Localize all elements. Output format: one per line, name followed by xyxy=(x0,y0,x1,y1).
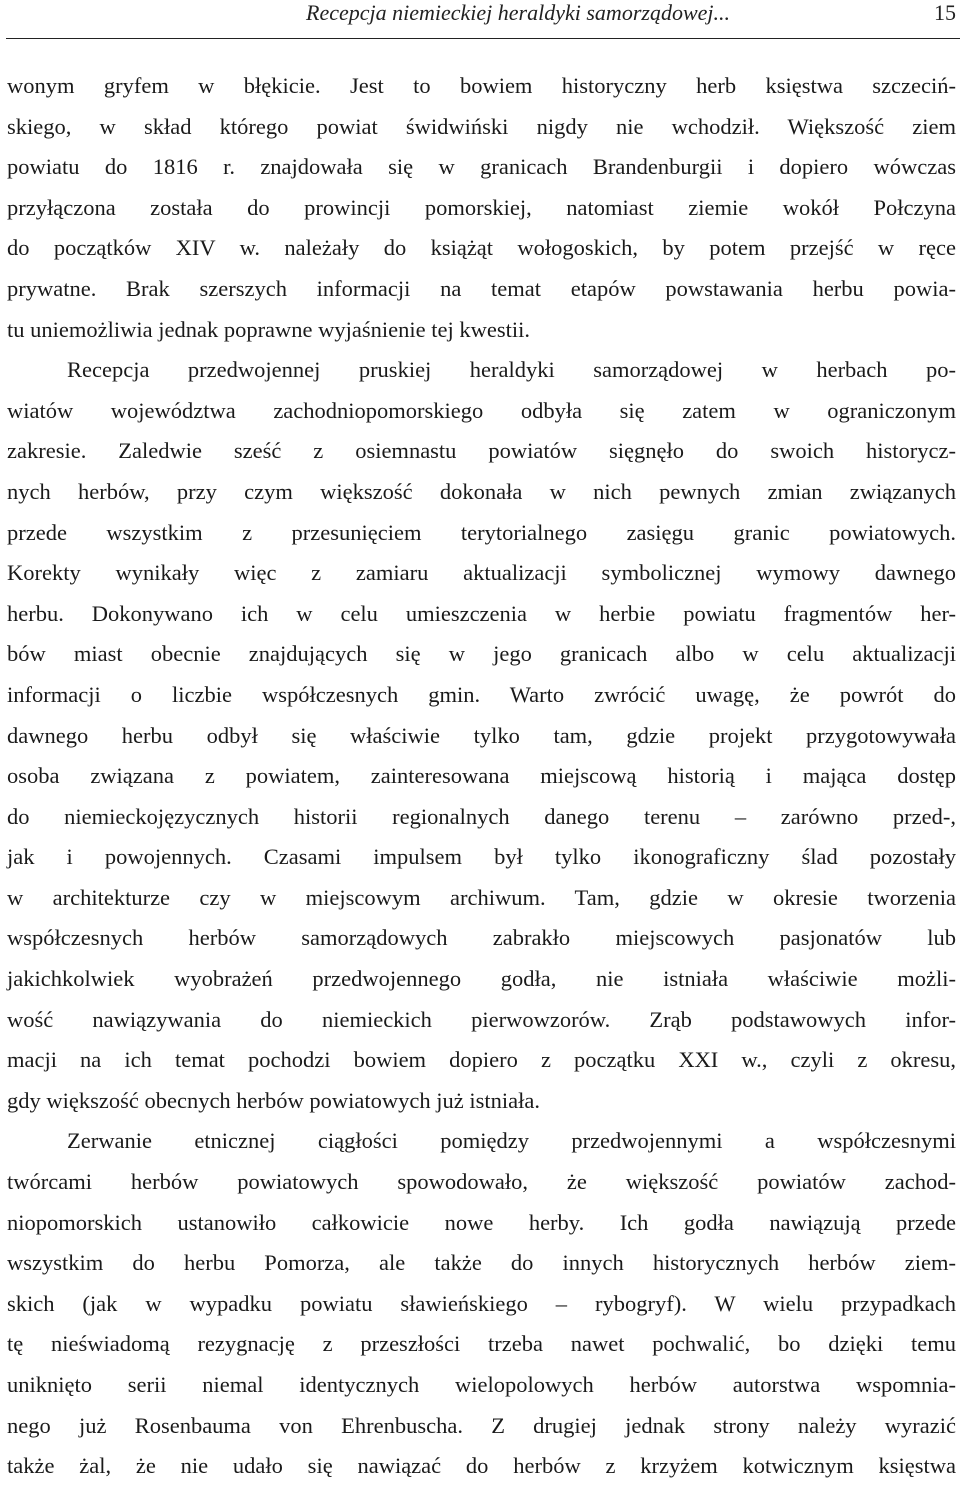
text-line: zakresie. Zaledwie sześć z osiemnastu powiatów sięgnęło do swoich historycz- xyxy=(7,438,956,464)
text-line: skich (jak w wypadku powiatu sławieńskiego – rybogryf). W wielu przypadkach xyxy=(7,1290,956,1316)
header-rule xyxy=(6,38,960,39)
paragraph xyxy=(7,66,956,350)
paragraph xyxy=(7,1121,956,1486)
text-line: Korekty wynikały więc z zamiaru aktualizacji symbolicznej wymowy dawnego xyxy=(7,560,956,586)
text-line: tę nieświadomą rezygnację z przeszłości trzeba nawet pochwalić, bo dzięki temu xyxy=(7,1331,956,1357)
text-line: gdy większość obecnych herbów powiatowych już istniała. xyxy=(7,1087,540,1113)
text-line: prywatne. Brak szerszych informacji na temat etapów powstawania herbu powia- xyxy=(7,275,956,301)
text-line: skiego, w skład którego powiat świdwiński nigdy nie wchodził. Większość ziem xyxy=(7,113,956,139)
text-line: w architekturze czy w miejscowym archiwum. Tam, gdzie w okresie tworzenia xyxy=(7,884,956,910)
text-line: wszystkim do herbu Pomorza, ale także do innych historycznych herbów ziem- xyxy=(7,1250,956,1276)
text-line: osoba związana z powiatem, zainteresowana miejscową historią i mająca dostęp xyxy=(7,763,956,789)
text-line: herbu. Dokonywano ich w celu umieszczenia w herbie powiatu fragmentów her- xyxy=(7,600,956,626)
page-number: 15 xyxy=(934,0,956,25)
text-line: informacji o liczbie współczesnych gmin. Warto zwrócić uwagę, że powrót do xyxy=(7,681,956,707)
text-line: wiatów województwa zachodniopomorskiego odbyła się zatem w ograniczonym xyxy=(7,397,956,423)
text-line: dawnego herbu odbył się właściwie tylko tam, gdzie projekt przygotowywała xyxy=(7,722,956,748)
text-line: wość nawiązywania do niemieckich pierwowzorów. Zrąb podstawowych infor- xyxy=(7,1006,956,1032)
text-line: Zerwanie etnicznej ciągłości pomiędzy przedwojennymi a współczesnymi xyxy=(67,1128,956,1154)
paragraph xyxy=(7,350,956,1121)
text-line: przyłączona została do prowincji pomorskiej, natomiast ziemie wokół Połczyna xyxy=(7,194,956,220)
text-line: jakichkolwiek wyobrażeń przedwojennego godła, nie istniała właściwie możli- xyxy=(7,966,956,992)
text-line: tu uniemożliwia jednak poprawne wyjaśnienie tej kwestii. xyxy=(7,316,530,342)
text-line: uniknięto serii niemal identycznych wielopolowych herbów autorstwa wspomnia- xyxy=(7,1372,956,1397)
text-line: także żal, że nie udało się nawiązać do herbów z krzyżem kotwicznym księstwa xyxy=(7,1453,956,1479)
text-line: nego już Rosenbauma von Ehrenbuscha. Z drugiej jednak strony należy wyrazić xyxy=(7,1412,956,1438)
body-text xyxy=(7,66,956,1487)
text-line: do początków XIV w. należały do książąt wołogoskich, by potem przejść w ręce xyxy=(7,235,956,261)
text-line: macji na ich temat pochodzi bowiem dopiero z początku XXI w., czyli z okresu, xyxy=(7,1047,956,1073)
text-line: wonym gryfem w błękicie. Jest to bowiem historyczny herb księstwa szczeciń- xyxy=(7,73,956,98)
text-line: Recepcja przedwojennej pruskiej heraldyki samorządowej w herbach po- xyxy=(67,357,956,383)
text-line: do niemieckojęzycznych historii regionalnych danego terenu – zarówno przed-, xyxy=(7,803,956,829)
text-line: niopomorskich ustanowiło całkowicie nowe herby. Ich godła nawiązują przede xyxy=(7,1209,956,1235)
text-line: twórcami herbów powiatowych spowodowało, że większość powiatów zachod- xyxy=(7,1169,956,1195)
text-line: współczesnych herbów samorządowych zabrakło miejscowych pasjonatów lub xyxy=(7,925,956,951)
text-line: nych herbów, przy czym większość dokonała w nich pewnych zmian związanych xyxy=(7,478,956,504)
running-header xyxy=(0,0,960,42)
text-line: powiatu do 1816 r. znajdowała się w granicach Brandenburgii i dopiero wówczas xyxy=(7,154,956,180)
text-line: przede wszystkim z przesunięciem terytorialnego zasięgu granic powiatowych. xyxy=(7,519,956,545)
text-line: bów miast obecnie znajdujących się w jego granicach albo w celu aktualizacji xyxy=(7,641,956,667)
running-title: Recepcja niemieckiej heraldyki samorządowej... xyxy=(306,0,730,25)
text-line: jak i powojennych. Czasami impulsem był tylko ikonograficzny ślad pozostały xyxy=(7,844,956,870)
